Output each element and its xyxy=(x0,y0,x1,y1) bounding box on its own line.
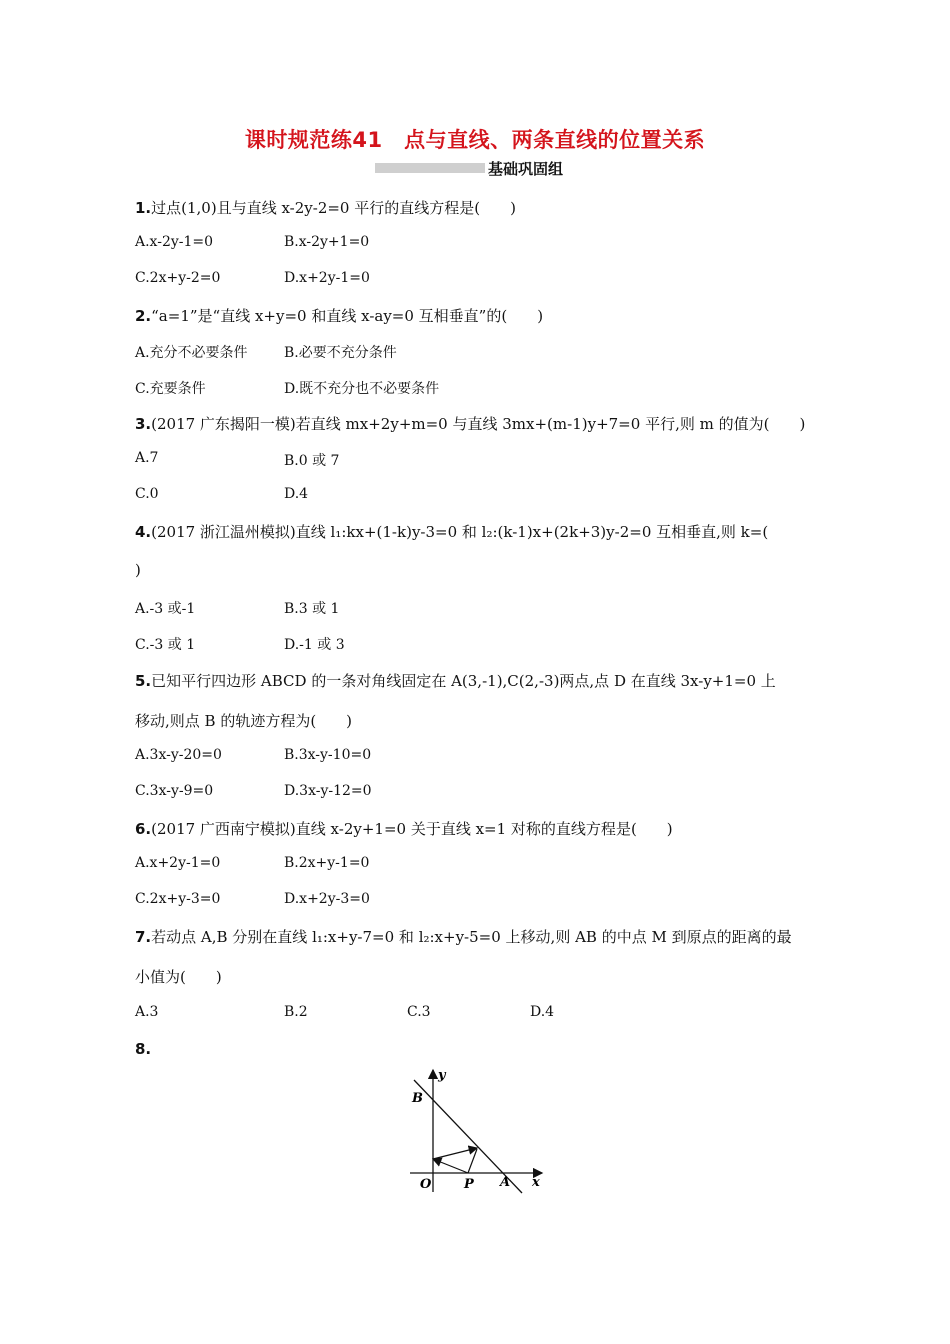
question-5-cont: 移动,则点 B 的轨迹方程为( ) xyxy=(135,712,353,730)
q7-option-a: A.3 xyxy=(135,1004,159,1020)
label-o: O xyxy=(420,1177,432,1192)
q7-option-b: B.2 xyxy=(284,1004,308,1020)
question-7: 7.若动点 A,B 分别在直线 l₁:x+y-7=0 和 l₂:x+y-5=0 上移动,则 AB 的中点 M 到原点的距离的最 xyxy=(135,928,792,946)
question-7-cont: 小值为( ) xyxy=(135,968,222,986)
q2-option-a: A.充分不必要条件 xyxy=(135,345,248,361)
q5-option-a: A.3x-y-20=0 xyxy=(135,747,222,763)
q3-option-d: D.4 xyxy=(284,486,309,502)
q3-option-b: B.0 或 7 xyxy=(284,453,340,469)
vector-3 xyxy=(468,1149,477,1173)
label-x: x xyxy=(532,1175,540,1190)
q3-option-c: C.0 xyxy=(135,486,159,502)
question-3: 3.(2017 广东揭阳一模)若直线 mx+2y+m=0 与直线 3mx+(m-1)y+7=0 平行,则 m 的值为( ) xyxy=(135,415,806,433)
page-title: 课时规范练41 点与直线、两条直线的位置关系 xyxy=(244,128,706,152)
section-bar xyxy=(375,163,485,173)
question-5: 5.已知平行四边形 ABCD 的一条对角线固定在 A(3,-1),C(2,-3)两点,点 D 在直线 3x-y+1=0 上 xyxy=(135,672,776,690)
q6-option-c: C.2x+y-3=0 xyxy=(135,891,221,907)
q3-option-a: A.7 xyxy=(135,450,159,466)
label-y: y xyxy=(438,1068,446,1083)
label-a: A xyxy=(500,1175,511,1190)
question-2: 2.“a=1”是“直线 x+y=0 和直线 x-ay=0 互相垂直”的( ) xyxy=(135,307,544,325)
q6-option-a: A.x+2y-1=0 xyxy=(135,855,221,871)
section-subtitle: 基础巩固组 xyxy=(488,160,564,178)
q6-option-b: B.2x+y-1=0 xyxy=(284,855,370,871)
q4-option-c: C.-3 或 1 xyxy=(135,637,196,653)
question-1: 1.过点(1,0)且与直线 x-2y-2=0 平行的直线方程是( ) xyxy=(135,199,516,217)
vector-1 xyxy=(433,1148,477,1159)
q4-option-a: A.-3 或-1 xyxy=(135,601,196,617)
coordinate-figure xyxy=(402,1062,552,1197)
question-8: 8. xyxy=(135,1040,152,1058)
q5-option-b: B.3x-y-10=0 xyxy=(284,747,372,763)
q1-option-a: A.x-2y-1=0 xyxy=(135,234,214,250)
vector-2 xyxy=(433,1159,468,1173)
q1-option-d: D.x+2y-1=0 xyxy=(284,270,370,286)
q5-option-d: D.3x-y-12=0 xyxy=(284,783,372,799)
q1-option-c: C.2x+y-2=0 xyxy=(135,270,221,286)
question-6: 6.(2017 广西南宁模拟)直线 x-2y+1=0 关于直线 x=1 对称的直线方程是( ) xyxy=(135,820,673,838)
q7-option-d: D.4 xyxy=(530,1004,555,1020)
label-b: B xyxy=(412,1091,423,1106)
q4-option-d: D.-1 或 3 xyxy=(284,637,345,653)
q2-option-b: B.必要不充分条件 xyxy=(284,345,397,361)
q4-option-b: B.3 或 1 xyxy=(284,601,340,617)
q7-option-c: C.3 xyxy=(407,1004,431,1020)
label-p: P xyxy=(464,1177,474,1192)
q6-option-d: D.x+2y-3=0 xyxy=(284,891,370,907)
question-4-cont: ) xyxy=(135,561,141,579)
q1-option-b: B.x-2y+1=0 xyxy=(284,234,370,250)
q2-option-d: D.既不充分也不必要条件 xyxy=(284,381,440,397)
q5-option-c: C.3x-y-9=0 xyxy=(135,783,214,799)
q2-option-c: C.充要条件 xyxy=(135,381,206,397)
question-4: 4.(2017 浙江温州模拟)直线 l₁:kx+(1-k)y-3=0 和 l₂:(k-1)x+(2k+3)y-2=0 互相垂直,则 k=( xyxy=(135,523,769,541)
